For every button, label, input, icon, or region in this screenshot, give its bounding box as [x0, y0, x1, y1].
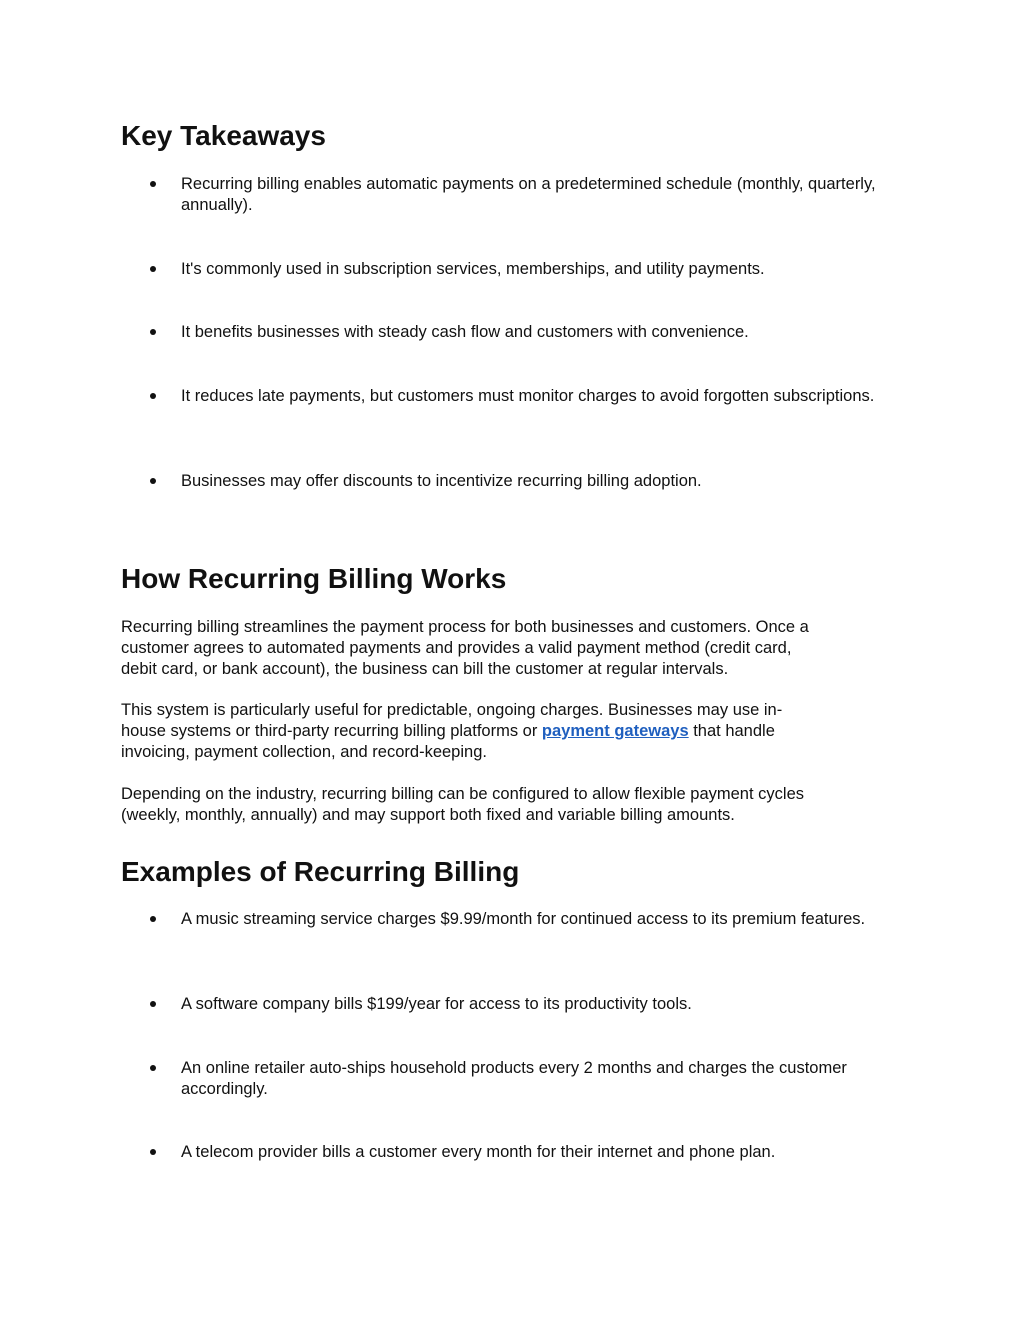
- paragraph-line: Depending on the industry, recurring billing can be configured to allow flexible payment cycles: [121, 785, 804, 803]
- key-takeaways-heading: Key Takeaways: [121, 120, 326, 151]
- list-item-text: A software company bills $199/year for access to its productivity tools.: [181, 995, 692, 1013]
- paragraph-line: Recurring billing streamlines the payment process for both businesses and customers. Once a: [121, 618, 809, 636]
- examples-heading: Examples of Recurring Billing: [121, 856, 520, 887]
- list-item: [150, 1142, 890, 1163]
- list-item-text: Businesses may offer discounts to incentivize recurring billing adoption.: [181, 472, 702, 490]
- list-item: [150, 1058, 890, 1100]
- bullet-icon: [150, 181, 156, 187]
- payment-gateways-link[interactable]: payment gateways: [541, 722, 689, 740]
- paragraph: [121, 784, 901, 826]
- list-item-text: It benefits businesses with steady cash flow and customers with convenience.: [181, 323, 749, 341]
- list-item-text: A telecom provider bills a customer every month for their internet and phone plan.: [181, 1143, 776, 1161]
- paragraph-line-with-link: [121, 721, 901, 742]
- paragraph-line: This system is particularly useful for predictable, ongoing charges. Businesses may use in-: [121, 701, 783, 719]
- paragraph-line: invoicing, payment collection, and record-keeping.: [121, 743, 487, 761]
- paragraph-text: that handle: [688, 722, 775, 740]
- paragraph-line: debit card, or bank account), the business can bill the customer at regular intervals.: [121, 660, 729, 678]
- paragraph-line: customer agrees to automated payments and provides a valid payment method (credit card,: [121, 639, 792, 657]
- list-item-text: Recurring billing enables automatic payments on a predetermined schedule (monthly, quarterly, annually).: [181, 175, 876, 214]
- bullet-icon: [150, 916, 156, 922]
- paragraph: [121, 617, 901, 680]
- list-item: [150, 174, 890, 216]
- bullet-icon: [150, 1149, 156, 1155]
- bullet-icon: [150, 329, 156, 335]
- bullet-icon: [150, 266, 156, 272]
- bullet-icon: [150, 393, 156, 399]
- list-item: [150, 259, 890, 280]
- list-item: [150, 909, 890, 951]
- list-item: [150, 994, 890, 1015]
- bullet-icon: [150, 1001, 156, 1007]
- list-item-text: It reduces late payments, but customers must monitor charges to avoid forgotten subscriptions.: [181, 387, 875, 405]
- bullet-icon: [150, 1065, 156, 1071]
- how-it-works-heading: How Recurring Billing Works: [121, 563, 507, 594]
- list-item-text: It's commonly used in subscription services, memberships, and utility payments.: [181, 260, 765, 278]
- list-item-text: An online retailer auto-ships household products every 2 months and charges the customer accordingly.: [181, 1059, 847, 1098]
- bullet-icon: [150, 478, 156, 484]
- paragraph-line: (weekly, monthly, annually) and may support both fixed and variable billing amounts.: [121, 806, 735, 824]
- list-item: [150, 471, 890, 492]
- list-item: [150, 386, 890, 428]
- paragraph-text: house systems or third-party recurring billing platforms or: [121, 722, 542, 740]
- list-item: [150, 322, 890, 343]
- paragraph: [121, 700, 901, 763]
- list-item-text: A music streaming service charges $9.99/month for continued access to its premium features.: [181, 910, 866, 928]
